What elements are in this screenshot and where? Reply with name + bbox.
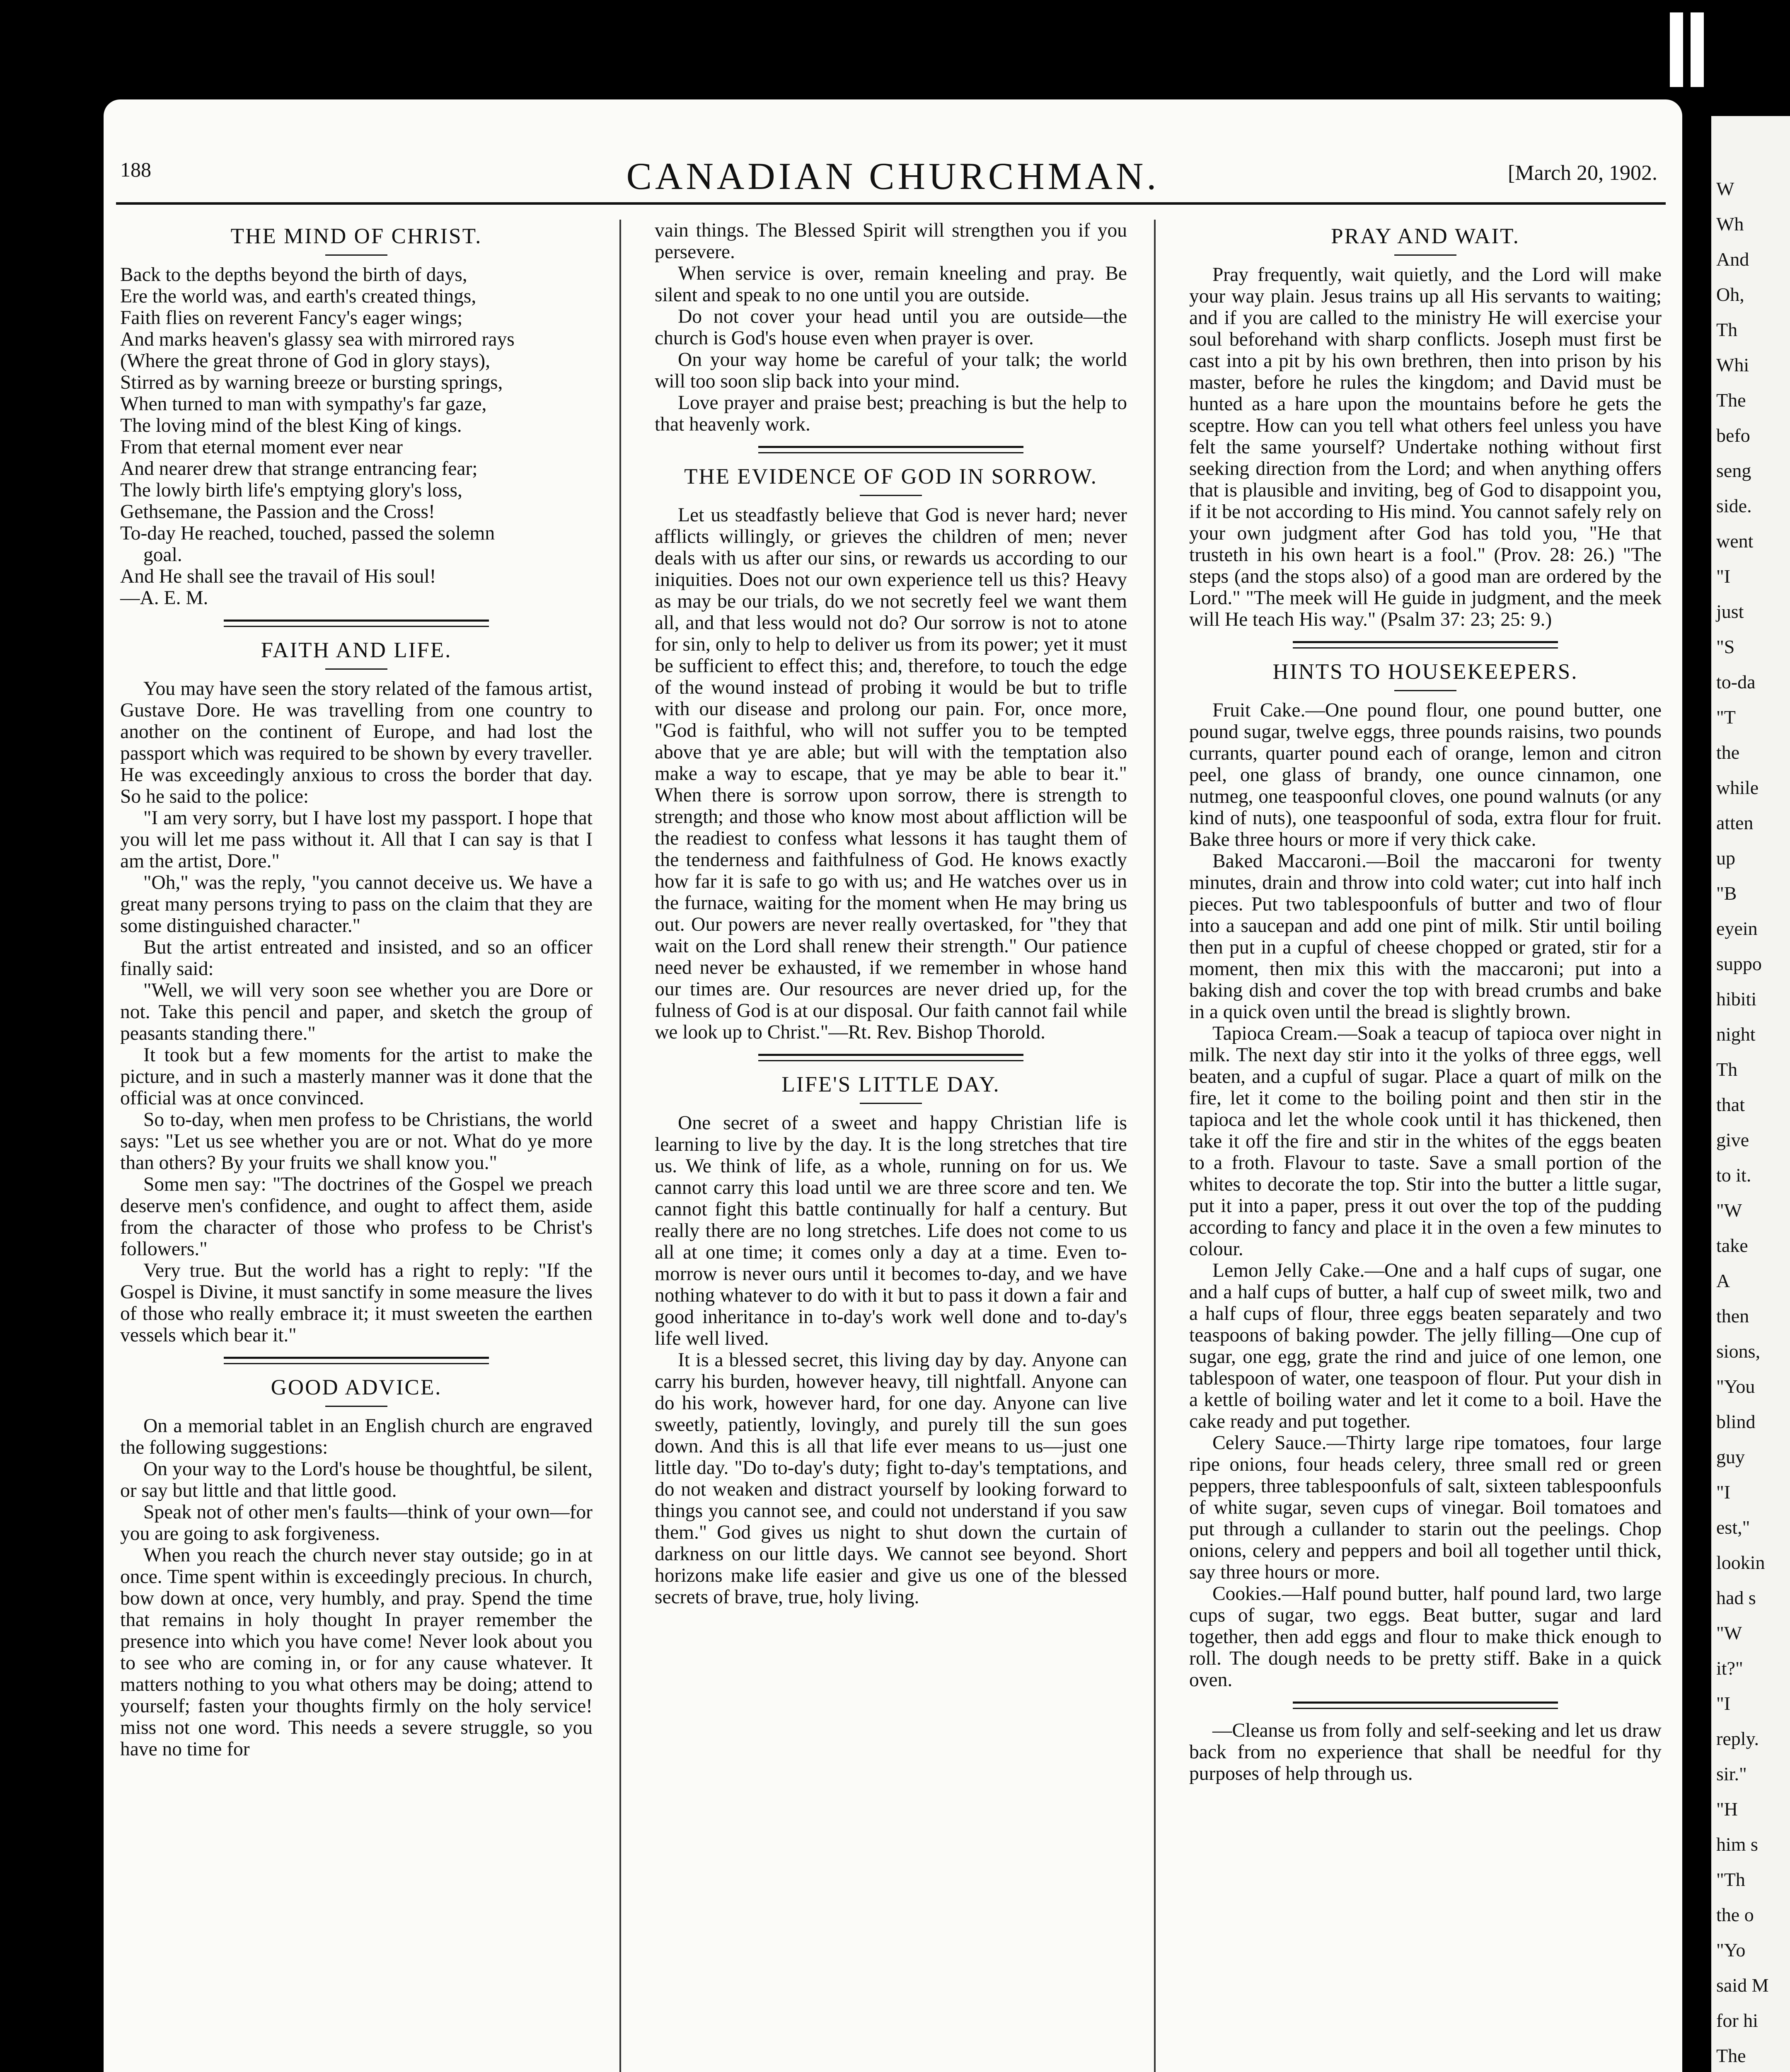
adjacent-page-fragment: "W bbox=[1716, 1622, 1742, 1644]
poem-line: The lowly birth life's emptying glory's loss, bbox=[120, 479, 462, 501]
paragraph: vain things. The Blessed Spirit will strengthen you if you persevere. bbox=[655, 220, 1127, 263]
recipe-paragraph: Fruit Cake.—One pound flour, one pound butter, one pound sugar, twelve eggs, three pounds raisins, two pounds currants, quarter pound each of orange, lemon and citron peel, one glass of brandy, one ounce cinnamon, one nutmeg, one teaspoonful cloves, one pound walnuts (or any kind of nuts), one teaspoonful of soda, extra flour for fruit. Bake three hours or more if very thick cake. bbox=[1189, 700, 1662, 850]
adjacent-page-fragment: Th bbox=[1716, 1059, 1738, 1080]
adjacent-page-fragment: just bbox=[1716, 601, 1744, 622]
adjacent-page-fragment: side. bbox=[1716, 495, 1752, 516]
title-rule bbox=[860, 1103, 922, 1104]
adjacent-page-fragment: the o bbox=[1716, 1904, 1754, 1925]
adjacent-page-fragment: befo bbox=[1716, 425, 1750, 446]
closing-paragraph: —Cleanse us from folly and self-seeking and let us draw back from no experience that shall be needful for thy purposes of help through us. bbox=[1189, 1720, 1662, 1784]
page-header bbox=[104, 99, 1682, 207]
article-title-lifes-little-day: LIFE'S LITTLE DAY. bbox=[781, 1072, 1000, 1097]
recipe-paragraph: Tapioca Cream.—Soak a teacup of tapioca over night in milk. The next day stir into it the yolks of three eggs, well beaten, and a cupful of sugar. Place a quart of milk on the fire, let it come to the boiling point and then stir in the tapioca and let the whole cook until it has thickened, then take it off the fire and stir in the whites of the eggs beaten to a froth. Flavour to taste. Save a small portion of the whites to decorate the top. Stir into the butter a little sugar, put it into a paper, press it out over the top of the pudding according to fancy and place it in the oven a few minutes to colour. bbox=[1189, 1023, 1662, 1260]
section-separator bbox=[1293, 1702, 1558, 1709]
adjacent-page-fragment: "S bbox=[1716, 636, 1735, 657]
section-separator bbox=[224, 620, 489, 627]
adjacent-page-fragment: reply. bbox=[1716, 1728, 1759, 1749]
poem-signature: —A. E. M. bbox=[120, 587, 208, 609]
article-title-pray-and-wait: PRAY AND WAIT. bbox=[1331, 224, 1520, 248]
adjacent-page-fragment: night bbox=[1716, 1024, 1756, 1045]
poem-line: To-day He reached, touched, passed the solemn bbox=[120, 523, 495, 544]
adjacent-page-fragment: give bbox=[1716, 1129, 1749, 1150]
paragraph: "Well, we will very soon see whether you are Dore or not. Take this pencil and paper, and sketch the group of peasants standing there." bbox=[120, 980, 593, 1044]
adjacent-page-fragment: "T bbox=[1716, 707, 1736, 728]
paragraph: Do not cover your head until you are outside—the church is God's house even when prayer is over. bbox=[655, 306, 1127, 349]
paragraph: "I am very sorry, but I have lost my passport. I hope that you will let me pass without it. All that I can say is that I am the artist, Dore." bbox=[120, 807, 593, 872]
adjacent-page-fragment: Wh bbox=[1716, 213, 1744, 235]
adjacent-page-fragment: W bbox=[1716, 178, 1734, 199]
paragraph: On your way to the Lord's house be thoughtful, be silent, or say but little and that little good. bbox=[120, 1458, 593, 1501]
adjacent-page-fragment: while bbox=[1716, 777, 1759, 798]
column-1 bbox=[120, 220, 593, 1760]
poem-mind-of-christ bbox=[120, 264, 593, 609]
poem-line: And He shall see the travail of His soul! bbox=[120, 566, 436, 587]
recipe-paragraph: Baked Maccaroni.—Boil the maccaroni for twenty minutes, drain and throw into cold water; cut into half inch pieces. Put two tablespoonfuls of butter and two of flour into a saucepan and add one pint of milk. Stir until boiling then put in a cupful of cheese chopped or grated, stir for a moment, then mix this with the maccaroni; put into a baking dish and cover the top with bread crumbs and bake in a quick oven until the bread is slightly brown. bbox=[1189, 850, 1662, 1023]
recipe-paragraph: Celery Sauce.—Thirty large ripe tomatoes, four large ripe onions, four heads celery, three small red or green peppers, three tablespoonfuls of salt, sixteen tablespoonfuls of white sugar, seven cups of vinegar. Boil tomatoes and put through a cullander to starin out the peelings. Chop onions, celery and peppers and boil all together until thick, say three hours or more. bbox=[1189, 1432, 1662, 1583]
section-separator bbox=[758, 446, 1023, 453]
adjacent-page-fragment: had s bbox=[1716, 1587, 1756, 1608]
recipe-paragraph: Cookies.—Half pound butter, half pound lard, two large cups of sugar, two eggs. Beat butter, sugar and lard together, then add eggs and flour to make thick enough to roll. The dough needs to be pretty stiff. Bake in a quick oven. bbox=[1189, 1583, 1662, 1691]
film-border-mark-top-1 bbox=[1670, 12, 1683, 87]
newspaper-page bbox=[104, 99, 1682, 2072]
poem-line: Stirred as by warning breeze or bursting springs, bbox=[120, 372, 503, 393]
adjacent-page-fragment: to-da bbox=[1716, 671, 1756, 692]
article-title-mind-of-christ: THE MIND OF CHRIST. bbox=[230, 224, 482, 248]
title-rule bbox=[325, 1406, 387, 1407]
poem-line: And marks heaven's glassy sea with mirrored rays bbox=[120, 329, 515, 350]
adjacent-page-fragment: take bbox=[1716, 1235, 1748, 1256]
header-rule bbox=[116, 202, 1666, 205]
poem-line: And nearer drew that strange entrancing fear; bbox=[120, 458, 478, 479]
title-rule bbox=[1394, 690, 1456, 691]
title-rule bbox=[860, 495, 922, 496]
poem-line: (Where the great throne of God in glory stays), bbox=[120, 350, 490, 372]
adjacent-page-fragment: blind bbox=[1716, 1411, 1756, 1432]
adjacent-page-fragment: atten bbox=[1716, 812, 1754, 833]
film-border-mark-top-2 bbox=[1691, 12, 1704, 87]
paragraph: On your way home be careful of your talk; the world will too soon slip back into your mind. bbox=[655, 349, 1127, 392]
paragraph: One secret of a sweet and happy Christian life is learning to live by the day. It is the long stretches that tire us. We think of life, as a whole, running on for us. We cannot carry this load until we are three score and ten. We cannot fight this battle continually for half a century. But really there are no long stretches. Life does not come to us all at one time; it comes only a day at a time. Even to-morrow is never ours until it becomes to-day, and we have nothing whatever to do with it but to pass it down a fair and good inheritance in to-day's work well done and to-day's life well lived. bbox=[655, 1112, 1127, 1349]
article-title-hints-to-housekeepers: HINTS TO HOUSEKEEPERS. bbox=[1272, 660, 1578, 684]
paragraph: It is a blessed secret, this living day by day. Anyone can carry his burden, however heavy, till nightfall. Anyone can do his work, however hard, for one day. Anyone can live sweetly, patiently, lovingly, and purely till the sun goes down. And this is all that life ever means to us—just one little day. "Do to-day's duty; fight to-day's temptations, and do not weaken and distract yourself by looking forward to things you cannot see, and could not understand if you saw them." God gives us night to shut down the curtain of darkness on our little days. We cannot see beyond. Short horizons make life easier and give us one of the blessed secrets of brave, true, holy living. bbox=[655, 1349, 1127, 1608]
section-separator bbox=[758, 1054, 1023, 1061]
title-rule bbox=[325, 254, 387, 256]
adjacent-page-fragment: "I bbox=[1716, 566, 1731, 587]
adjacent-page-fragment: "I bbox=[1716, 1481, 1731, 1503]
poem-line: When turned to man with sympathy's far gaze, bbox=[120, 393, 487, 415]
adjacent-page-fragment: hibiti bbox=[1716, 988, 1757, 1009]
paragraph: On a memorial tablet in an English church are engraved the following suggestions: bbox=[120, 1415, 593, 1458]
adjacent-page-fragment: suppo bbox=[1716, 953, 1762, 974]
poem-line: Faith flies on reverent Fancy's eager wings; bbox=[120, 307, 463, 329]
adjacent-page-fragment: The bbox=[1716, 390, 1746, 411]
paragraph: "Oh," was the reply, "you cannot deceive us. We have a great many persons trying to pass on the claim that they are some distinguished character." bbox=[120, 872, 593, 937]
adjacent-page-fragment: said M bbox=[1716, 1975, 1769, 1996]
article-title-good-advice: GOOD ADVICE. bbox=[271, 1375, 442, 1399]
issue-date: [March 20, 1902. bbox=[1507, 161, 1657, 185]
adjacent-page-fragment: "Yo bbox=[1716, 1939, 1746, 1961]
adjacent-page-fragment: Th bbox=[1716, 319, 1738, 340]
adjacent-page-fragment: The bbox=[1716, 2045, 1746, 2066]
paragraph: Pray frequently, wait quietly, and the Lord will make your way plain. Jesus trains up all His servants to waiting; and if you are called to the ministry He will exercise your soul beforehand with sharp conflicts. Joseph must first be cast into a pit by his own brethren, then into prison by his master, before he rules the kingdom; and David must be hunted as a hare upon the mountains before he gets the sceptre. How can you tell what others feel unless you have felt the same yourself? Undertake nothing without first seeking direction from the Lord; and when anything offers that is plausible and inviting, beg of God to disappoint you, if it be not according to His mind. You cannot safely rely on your own judgment after God has told you, "He that trusteth in his own heart is a fool." (Prov. 28: 26.) "The steps (and the stops also) of a good man are ordered by the Lord." "The meek will He guide in judgment, and the meek will He teach His way." (Psalm 37: 23; 25: 9.) bbox=[1189, 264, 1662, 630]
article-title-faith-and-life: FAITH AND LIFE. bbox=[261, 638, 452, 662]
adjacent-page-fragment: Whi bbox=[1716, 354, 1749, 375]
adjacent-page-fragment: eyein bbox=[1716, 918, 1758, 939]
adjacent-page-fragment: And bbox=[1716, 249, 1749, 270]
paragraph: When service is over, remain kneeling and pray. Be silent and speak to no one until you are outside. bbox=[655, 263, 1127, 306]
paragraph: Love prayer and praise best; preaching is but the help to that heavenly work. bbox=[655, 392, 1127, 435]
adjacent-page-fragment: up bbox=[1716, 847, 1735, 869]
title-rule bbox=[325, 668, 387, 670]
recipe-paragraph: Lemon Jelly Cake.—One and a half cups of sugar, one and a half cups of butter, a half cup of sweet milk, two and a half cups of flour, three eggs beaten separately and two teaspoons of baking powder. The jelly filling—One cup of sugar, one egg, grate the rind and juice of one lemon, one tablespoon of water, one teaspoon of flour. Put your dish in a kettle of boiling water and let it come to a boil. Have the cake ready and put together. bbox=[1189, 1260, 1662, 1432]
adjacent-page-fragment: that bbox=[1716, 1094, 1745, 1115]
poem-line: Gethsemane, the Passion and the Cross! bbox=[120, 501, 435, 523]
poem-line: Ere the world was, and earth's created things, bbox=[120, 286, 477, 307]
column-2 bbox=[655, 220, 1127, 1608]
adjacent-page-fragment: "You bbox=[1716, 1376, 1755, 1397]
section-separator bbox=[1293, 641, 1558, 649]
section-separator bbox=[224, 1357, 489, 1364]
adjacent-page-fragment: it?" bbox=[1716, 1658, 1743, 1679]
page-number: 188 bbox=[120, 158, 151, 181]
adjacent-page-fragment: "Th bbox=[1716, 1869, 1745, 1890]
paragraph: It took but a few moments for the artist to make the picture, and in such a masterly manner was it done that the official was at once convinced. bbox=[120, 1044, 593, 1109]
adjacent-page-fragment: "W bbox=[1716, 1200, 1742, 1221]
adjacent-page-fragment: seng bbox=[1716, 460, 1751, 481]
adjacent-page-fragment: "I bbox=[1716, 1693, 1731, 1714]
paragraph: You may have seen the story related of the famous artist, Gustave Dore. He was travelling from one country to another on the continent of Europe, and had lost the passport which was required to be shown by every traveller. He was exceedingly anxious to cross the border that day. So he said to the police: bbox=[120, 678, 593, 807]
poem-line: Back to the depths beyond the birth of days, bbox=[120, 264, 467, 286]
adjacent-page-fragment: guy bbox=[1716, 1446, 1745, 1467]
adjacent-page-fragment: went bbox=[1716, 530, 1754, 552]
paragraph: Some men say: "The doctrines of the Gospel we preach deserve men's confidence, and ought to affect them, aside from the character of those who profess to be Christ's followers." bbox=[120, 1174, 593, 1260]
poem-line: From that eternal moment ever near bbox=[120, 436, 403, 458]
adjacent-page-fragment: Oh, bbox=[1716, 284, 1744, 305]
paragraph: So to-day, when men profess to be Christians, the world says: "Let us see whether you are or not. What do ye more than others? By your fruits we shall know you." bbox=[120, 1109, 593, 1174]
paragraph: When you reach the church never stay outside; go in at once. Time spent within is exceedingly precious. In church, bow down at once, very humbly, and pray. Spend the time that remains in holy thought In prayer remember the presence into which you have come! Never look about you to see who are coming in, or for any cause whatever. It matters nothing to you what others may be doing; attend to yourself; fasten your thoughts firmly on the holy service! miss not one word. This needs a severe struggle, so you have no time for bbox=[120, 1544, 593, 1760]
adjacent-page-fragment: "B bbox=[1716, 883, 1737, 904]
paragraph: Speak not of other men's faults—think of your own—for you are going to ask forgiveness. bbox=[120, 1501, 593, 1544]
paragraph: Let us steadfastly believe that God is never hard; never afflicts willingly, or grieves the children of men; never deals with us after our sins, or rewards us according to our iniquities. Does not our own experience tell us this? Heavy as may be our trials, do we not secretly feel we want them all, and that less would not do? Our sorrow is not to atone for sin, only to help to deliver us from its power; yet it must be sufficient to effect this; and, therefore, to touch the edge of the wound instead of probing it would be but to trifle with our disease and prolong our pain. For, once more, "God is faithful, who will not suffer you to be tempted above that ye are able; but will with the temptation also make a way to escape, that ye may be able to bear it." When there is sorrow upon sorrow, there is strength to strength; and those who know most about affliction will be the readiest to confess what lessons it has taught them of the tenderness and faithfulness of God. He knows exactly how far it is safe to go with us; and He watches over us in the furnace, waiting for the moment when He may bring us out. Our powers are never really overtasked, for "they that wait on the Lord shall renew their strength." Our patience need never be exhausted, if we remember in whose hand our times are. Our resources are never dried up, for the fulness of God is at our disposal. Our faith cannot fail while we look up to Christ."—Rt. Rev. Bishop Thorold. bbox=[655, 504, 1127, 1043]
column-divider bbox=[1154, 220, 1156, 2072]
poem-line: goal. bbox=[143, 544, 182, 566]
adjacent-page-fragment: est," bbox=[1716, 1517, 1750, 1538]
article-title-evidence-of-god: THE EVIDENCE OF GOD IN SORROW. bbox=[684, 465, 1098, 489]
adjacent-page-fragment: sions, bbox=[1716, 1341, 1761, 1362]
poem-line: The loving mind of the blest King of kings. bbox=[120, 415, 462, 436]
title-rule bbox=[1394, 254, 1456, 256]
adjacent-page-fragment: then bbox=[1716, 1305, 1749, 1326]
adjacent-page-fragment: "H bbox=[1716, 1798, 1738, 1820]
paragraph: Very true. But the world has a right to reply: "If the Gospel is Divine, it must sanctify in some measure the lives of those who really embrace it; it must sweeten the earthen vessels which bear it." bbox=[120, 1260, 593, 1346]
column-divider bbox=[619, 220, 621, 2072]
column-3 bbox=[1189, 220, 1662, 1784]
adjacent-page-fragment: to it. bbox=[1716, 1164, 1751, 1186]
masthead-title: CANADIAN CHURCHMAN. bbox=[626, 155, 1160, 197]
adjacent-page-fragment: for hi bbox=[1716, 2010, 1758, 2031]
adjacent-page-fragment: sir." bbox=[1716, 1763, 1747, 1784]
paragraph: But the artist entreated and insisted, and so an officer finally said: bbox=[120, 937, 593, 980]
adjacent-page-fragment: A bbox=[1716, 1270, 1730, 1291]
adjacent-page-fragment: lookin bbox=[1716, 1552, 1765, 1573]
adjacent-page-edge bbox=[1711, 116, 1790, 2072]
adjacent-page-fragment: him s bbox=[1716, 1834, 1758, 1855]
adjacent-page-fragment: the bbox=[1716, 742, 1740, 763]
